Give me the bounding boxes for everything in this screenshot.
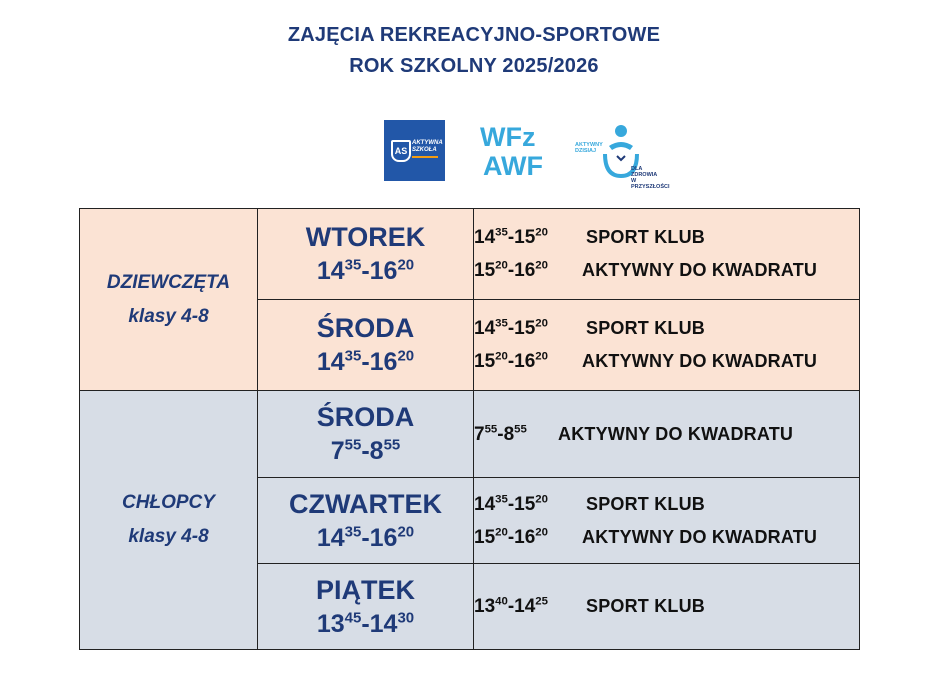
aktywny-left-line1: AKTYWNY	[575, 142, 603, 148]
as-logo-text	[412, 140, 442, 154]
activity-time: $7^{55}-8^{55}$	[474, 423, 527, 445]
day-time: $7^{55}-8^{55}$	[330, 436, 401, 465]
day-name: PIĄTEK	[315, 574, 415, 605]
table-row	[80, 209, 860, 300]
aktywna-szkola-logo	[384, 120, 445, 181]
as-mark-icon: AS	[391, 140, 411, 162]
day-cell	[258, 391, 474, 478]
activity-name: AKTYWNY DO KWADRATU	[582, 351, 818, 371]
day-cell	[258, 564, 474, 650]
activity-name: AKTYWNY DO KWADRATU	[558, 423, 794, 444]
day-time: $13^{45}-14^{30}$	[316, 608, 415, 638]
as-text-line2: SZKOŁA	[412, 147, 437, 153]
wfz-awf-logo	[480, 124, 566, 182]
aktywny-right-line2: W PRZYSZŁOŚCI	[631, 178, 670, 190]
day-name: WTOREK	[305, 222, 426, 252]
day-name: ŚRODA	[316, 402, 415, 432]
activities-cell	[474, 564, 860, 650]
day-cell	[258, 478, 474, 564]
activity-row	[474, 590, 859, 623]
day-name: ŚRODA	[316, 313, 415, 343]
activity-row	[474, 521, 859, 554]
activity-row	[474, 418, 859, 451]
activity-row	[474, 312, 859, 345]
as-text-line1: AKTYWNA	[412, 140, 443, 146]
group-cell-boys	[80, 391, 258, 650]
activity-row	[474, 254, 859, 287]
activities-cell	[474, 391, 860, 478]
group-cell-girls	[80, 209, 258, 391]
group-name: CHŁOPCY	[122, 492, 215, 513]
day-time: $14^{35}-16^{20}$	[316, 347, 415, 376]
activity-time: $14^{35}-15^{20}$	[474, 226, 548, 248]
activities-cell	[474, 300, 860, 391]
activity-name: SPORT KLUB	[586, 318, 705, 338]
activity-name: SPORT KLUB	[586, 596, 705, 616]
wfz-line1: WFz	[480, 122, 536, 152]
activity-time: $15^{20}-16^{20}$	[474, 526, 548, 548]
aktywny-text-left	[575, 142, 605, 154]
activity-name: SPORT KLUB	[586, 227, 705, 247]
aktywny-text-right	[631, 166, 670, 190]
day-cell	[258, 209, 474, 300]
table-row	[80, 391, 860, 478]
day-name: CZWARTEK	[289, 488, 442, 519]
activity-time: $14^{35}-15^{20}$	[474, 493, 548, 515]
title-line-1: ZAJĘCIA REKREACYJNO-SPORTOWE	[287, 24, 661, 46]
group-classes: klasy 4-8	[128, 305, 209, 327]
activity-time: $14^{35}-15^{20}$	[474, 317, 548, 339]
aktywny-left-line2: DZISIAJ	[575, 148, 597, 154]
activity-row	[474, 345, 859, 378]
wfz-line2: AWF	[483, 151, 543, 181]
activity-name: AKTYWNY DO KWADRATU	[582, 526, 818, 547]
group-classes: klasy 4-8	[128, 526, 209, 547]
day-cell	[258, 300, 474, 391]
activity-name: AKTYWNY DO KWADRATU	[582, 260, 818, 280]
title-line-2: ROK SZKOLNY 2025/2026	[349, 55, 599, 77]
logos-row	[0, 118, 948, 190]
activity-row	[474, 221, 859, 254]
aktywny-dzisiaj-logo	[575, 124, 670, 190]
page-title	[0, 20, 948, 82]
day-time: $14^{35}-16^{20}$	[316, 256, 415, 285]
aktywny-right-line1: DLA ZDROWIA	[631, 166, 658, 178]
activities-cell	[474, 478, 860, 564]
group-name: DZIEWCZĘTA	[106, 271, 231, 293]
activity-row	[474, 488, 859, 521]
activity-time: $13^{40}-14^{25}$	[474, 595, 548, 617]
schedule-table	[79, 208, 860, 650]
activities-cell	[474, 209, 860, 300]
activity-time: $15^{20}-16^{20}$	[474, 350, 548, 372]
activity-name: SPORT KLUB	[586, 493, 705, 514]
as-stripe-icon	[412, 156, 438, 158]
activity-time: $15^{20}-16^{20}$	[474, 259, 548, 281]
day-time: $14^{35}-16^{20}$	[316, 522, 415, 552]
